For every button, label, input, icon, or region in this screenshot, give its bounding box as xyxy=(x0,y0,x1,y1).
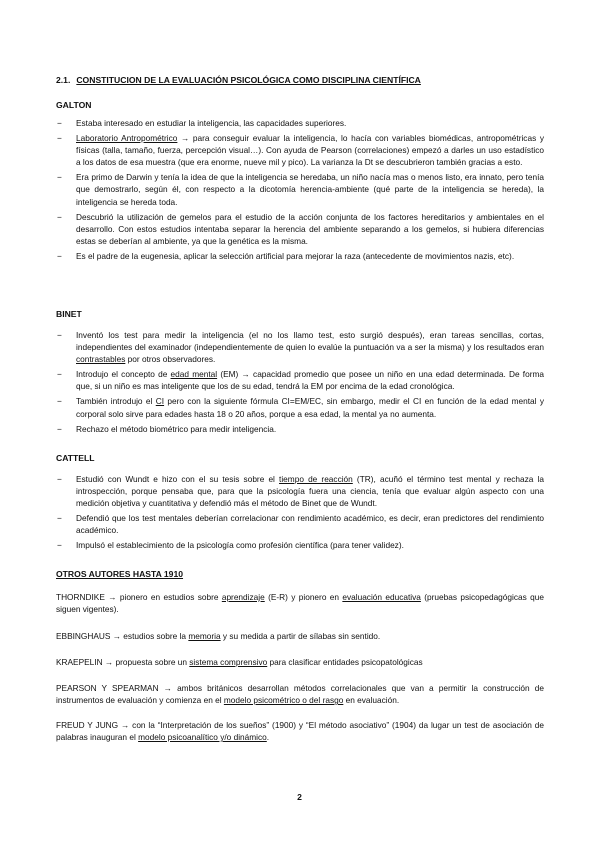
paragraph-freud-jung: FREUD Y JUNG → con la “Interpretación de los sueños” (1900) y “El método asociativo” (1904) da lugar un test de asociación de palabras inauguran el modelo psicoanalítico y/o dinámico. xyxy=(56,720,544,743)
list-item: − Laboratorio Antropométrico → para conseguir evaluar la inteligencia, lo hacía con variables biomédicas, antropométricas y físicas (talla, tamaño, fuerza, percepción visual…). Con ayuda de Pearson (correlaciones) empezó a darles un uso estadístico a los datos de esa muestra (que era enorme, nueve mil y pico). La varianza la Dt se descubrieron también gracias a esto. xyxy=(57,133,544,168)
list-item: − Es el padre de la eugenesia, aplicar la selección artificial para mejorar la raza (antecedente de movimientos nazis, etc). xyxy=(57,250,515,261)
list-item: − También introdujo el CI pero con la siguiente fórmula CI=EM/EC, sin embargo, medir el CI en función de la edad mental y corporal solo sirve para edades hasta 18 o 20 años, porque a esa edad, la mental ya no aumenta. xyxy=(57,396,545,419)
galton-heading: GALTON xyxy=(56,100,92,110)
paragraph-ebbinghaus: EBBINGHAUS → estudios sobre la memoria y su medida a partir de sílabas sin sentido. xyxy=(56,631,381,641)
binet-list xyxy=(56,329,544,438)
list-item: − Inventó los test para medir la inteligencia (el no los llamo test, esto surgió después), eran tareas sencillas, cortas, independientes del examinador (independientemente de quien lo evalúe la puntuación va a ser la misma) y los resultados eran contrastables por otros observadores. xyxy=(57,330,544,365)
list-item: − Estudió con Wundt e hizo con el su tesis sobre el tiempo de reacción (TR), acuñó el término test mental y rechaza la introspección, porque pensaba que, para que la psicología fuera una ciencia, tenía que evaluar algún aspecto con una medición objetiva y cuantitativa y defendió más el método de Binet que de Wundt. xyxy=(57,474,544,509)
list-item: − Introdujo el concepto de edad mental (EM) → capacidad promedio que posee un niño en una edad determinada. De forma que, si un niño es mas inteligente que los de su edad, tendrá la EM por encima de la edad cronológica. xyxy=(57,369,545,392)
otros-autores-heading: OTROS AUTORES HASTA 1910 xyxy=(56,569,184,579)
galton-list xyxy=(56,117,544,265)
page-number: 2 xyxy=(297,792,302,802)
cattell-heading: CATTELL xyxy=(56,453,95,463)
cattell-list xyxy=(56,473,544,555)
paragraph-kraepelin: KRAEPELIN → propuesta sobre un sistema comprensivo para clasificar entidades psicopatológicas xyxy=(56,657,423,667)
section-title xyxy=(56,75,421,85)
list-item: − Era primo de Darwin y tenía la idea de que la inteligencia se heredaba, un niño nacía mas o menos listo, era innato, pero tenía que demostrarlo, según él, con respecto a la dicotomía herencia-ambiente (qué parte de la inteligencia se hereda), la inteligencia se hereda toda. xyxy=(57,172,544,207)
paragraph-thorndike: THORNDIKE → pionero en estudios sobre aprendizaje (E-R) y pionero en evaluación educativa (pruebas psicopedagógicas que siguen vigentes). xyxy=(56,592,544,615)
list-item: − Impulsó el establecimiento de la psicología como profesión científica (para tener validez). xyxy=(57,540,404,551)
list-item: − Descubrió la utilización de gemelos para el estudio de la acción conjunta de los factores hereditarios y ambientales en el desarrollo. Con estos estudios intentaba separar la herencia del ambiente separando a los gemelos, si hubiera diferencias estas se deberían al ambiente, ya que la genética es la misma. xyxy=(57,211,544,246)
section-title-text: CONSTITUCION DE LA EVALUACIÓN PSICOLÓGICA COMO DISCIPLINA CIENTÍFICA xyxy=(76,75,421,85)
section-number: 2.1. xyxy=(56,75,71,85)
list-item: − Estaba interesado en estudiar la inteligencia, las capacidades superiores. xyxy=(57,118,347,128)
paragraph-pearson-spearman: PEARSON Y SPEARMAN → ambos británicos desarrollan métodos correlacionales que van a permitir la construcción de instrumentos de evaluación y comienza en el modelo psicométrico o del rasgo en evaluación. xyxy=(56,683,544,706)
list-item: − Rechazo el método biométrico para medir inteligencia. xyxy=(57,423,277,434)
binet-heading: BINET xyxy=(56,309,82,319)
list-item: − Defendió que los test mentales deberían correlacionar con rendimiento académico, es decir, eran predictores del rendimiento académico. xyxy=(57,513,544,536)
